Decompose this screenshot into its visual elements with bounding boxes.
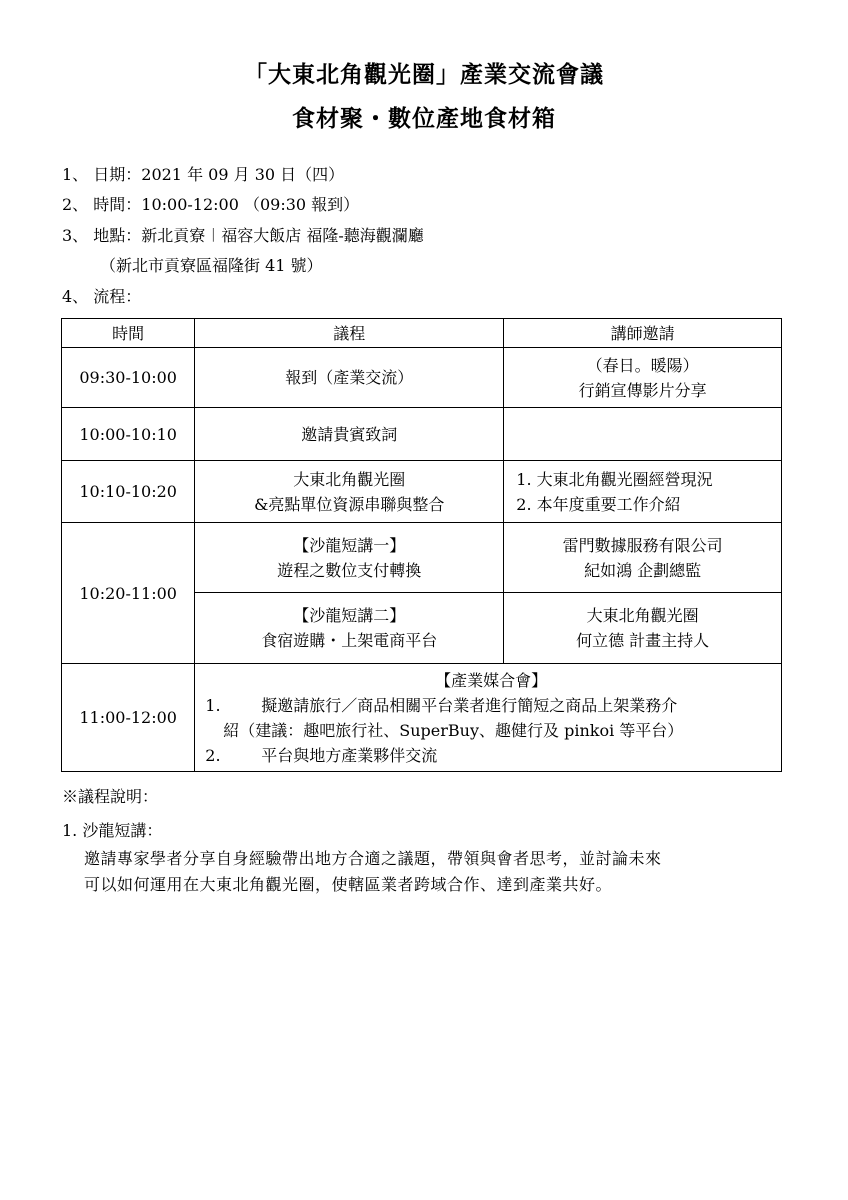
speaker-line: 大東北角觀光圈 <box>586 606 699 625</box>
agenda-line: 大東北角觀光圈 <box>293 469 406 489</box>
speaker-line: 1. 大東北角觀光圈經營現況 <box>516 469 713 489</box>
agenda-line: 【沙龍短講二】 <box>293 606 406 625</box>
info-place: 3、 地點：新北貢寮︱福容大飯店 福隆-聽海觀瀾廳 <box>62 226 424 245</box>
table-row <box>62 348 782 408</box>
header-time: 時間 <box>62 319 195 348</box>
info-flow: 4、 流程： <box>62 287 142 306</box>
list-text: 平台與地方產業夥伴交流 <box>261 745 438 765</box>
row-time: 10:10-10:20 <box>62 461 195 523</box>
table-row <box>62 408 782 461</box>
row-time: 11:00-12:00 <box>62 664 195 772</box>
row-matchmaking <box>195 664 782 772</box>
speaker-line: 行銷宣傳影片分享 <box>578 380 707 400</box>
row-time: 09:30-10:00 <box>62 348 195 408</box>
row-agenda <box>195 461 504 523</box>
row-agenda <box>195 408 504 461</box>
info-date: 1、 日期：2021 年 09 月 30 日（四） <box>62 165 345 184</box>
row-speaker <box>504 348 782 408</box>
agenda-line: 食宿遊購・上架電商平台 <box>261 631 438 650</box>
speaker-line: 紀如鴻 企劃總監 <box>584 560 702 580</box>
matchmaking-item-2 <box>205 743 777 768</box>
matchmaking-item-1-cont: 紹（建議：趣吧旅行社、SuperBuy、趣健行及 pinkoi 等平台） <box>223 720 684 740</box>
agenda-line: 報到（產業交流） <box>285 368 414 387</box>
notes-para-line-2: 可以如何運用在大東北角觀光圈，使轄區業者跨域合作、達到產業共好。 <box>84 875 613 894</box>
page-title: 「大東北角觀光圈」產業交流會議 <box>244 61 604 88</box>
speaker-line: 雷門數據服務有限公司 <box>562 535 723 555</box>
agenda-line: 遊程之數位支付轉換 <box>277 560 422 580</box>
speaker-line: 何立德 計畫主持人 <box>576 631 710 650</box>
row-speaker <box>504 461 782 523</box>
notes-header: ※議程說明： <box>62 787 159 806</box>
table-row <box>62 461 782 523</box>
table-header-row <box>62 319 782 348</box>
page-subtitle: 食材聚・數位產地食材箱 <box>292 105 556 132</box>
info-address: （新北市貢寮區福隆街 41 號） <box>100 256 323 275</box>
header-agenda: 議程 <box>195 319 504 348</box>
list-text: 擬邀請旅行／商品相關平台業者進行簡短之商品上架業務介 <box>261 695 678 715</box>
row-speaker <box>504 523 782 593</box>
notes-item-title: 1. 沙龍短講： <box>62 821 163 840</box>
row-agenda <box>195 523 504 593</box>
speaker-line: 2. 本年度重要工作介紹 <box>516 494 681 514</box>
table-row <box>62 523 782 593</box>
matchmaking-item-1 <box>205 693 777 718</box>
table-row <box>62 664 782 772</box>
notes-para-line-1: 邀請專家學者分享自身經驗帶出地方合適之議題，帶領與會者思考，並討論未來 <box>84 849 662 868</box>
agenda-table <box>61 318 782 772</box>
row-speaker-empty <box>504 408 782 461</box>
row-agenda <box>195 593 504 664</box>
header-speaker: 講師邀請 <box>504 319 782 348</box>
list-number: 1. <box>205 695 221 715</box>
agenda-line: 邀請貴賓致詞 <box>301 424 398 444</box>
info-time: 2、 時間：10:00-12:00 （09:30 報到） <box>62 195 360 214</box>
row-speaker <box>504 593 782 664</box>
agenda-line: 【沙龍短講一】 <box>293 535 406 555</box>
row-time: 10:20-11:00 <box>62 523 195 664</box>
list-number: 2. <box>205 745 221 765</box>
row-time: 10:00-10:10 <box>62 408 195 461</box>
speaker-line: （春日。暖陽） <box>586 355 699 375</box>
agenda-line: &亮點單位資源串聯與整合 <box>254 494 445 514</box>
matchmaking-heading: 【產業媒合會】 <box>435 670 548 690</box>
row-agenda <box>195 348 504 408</box>
